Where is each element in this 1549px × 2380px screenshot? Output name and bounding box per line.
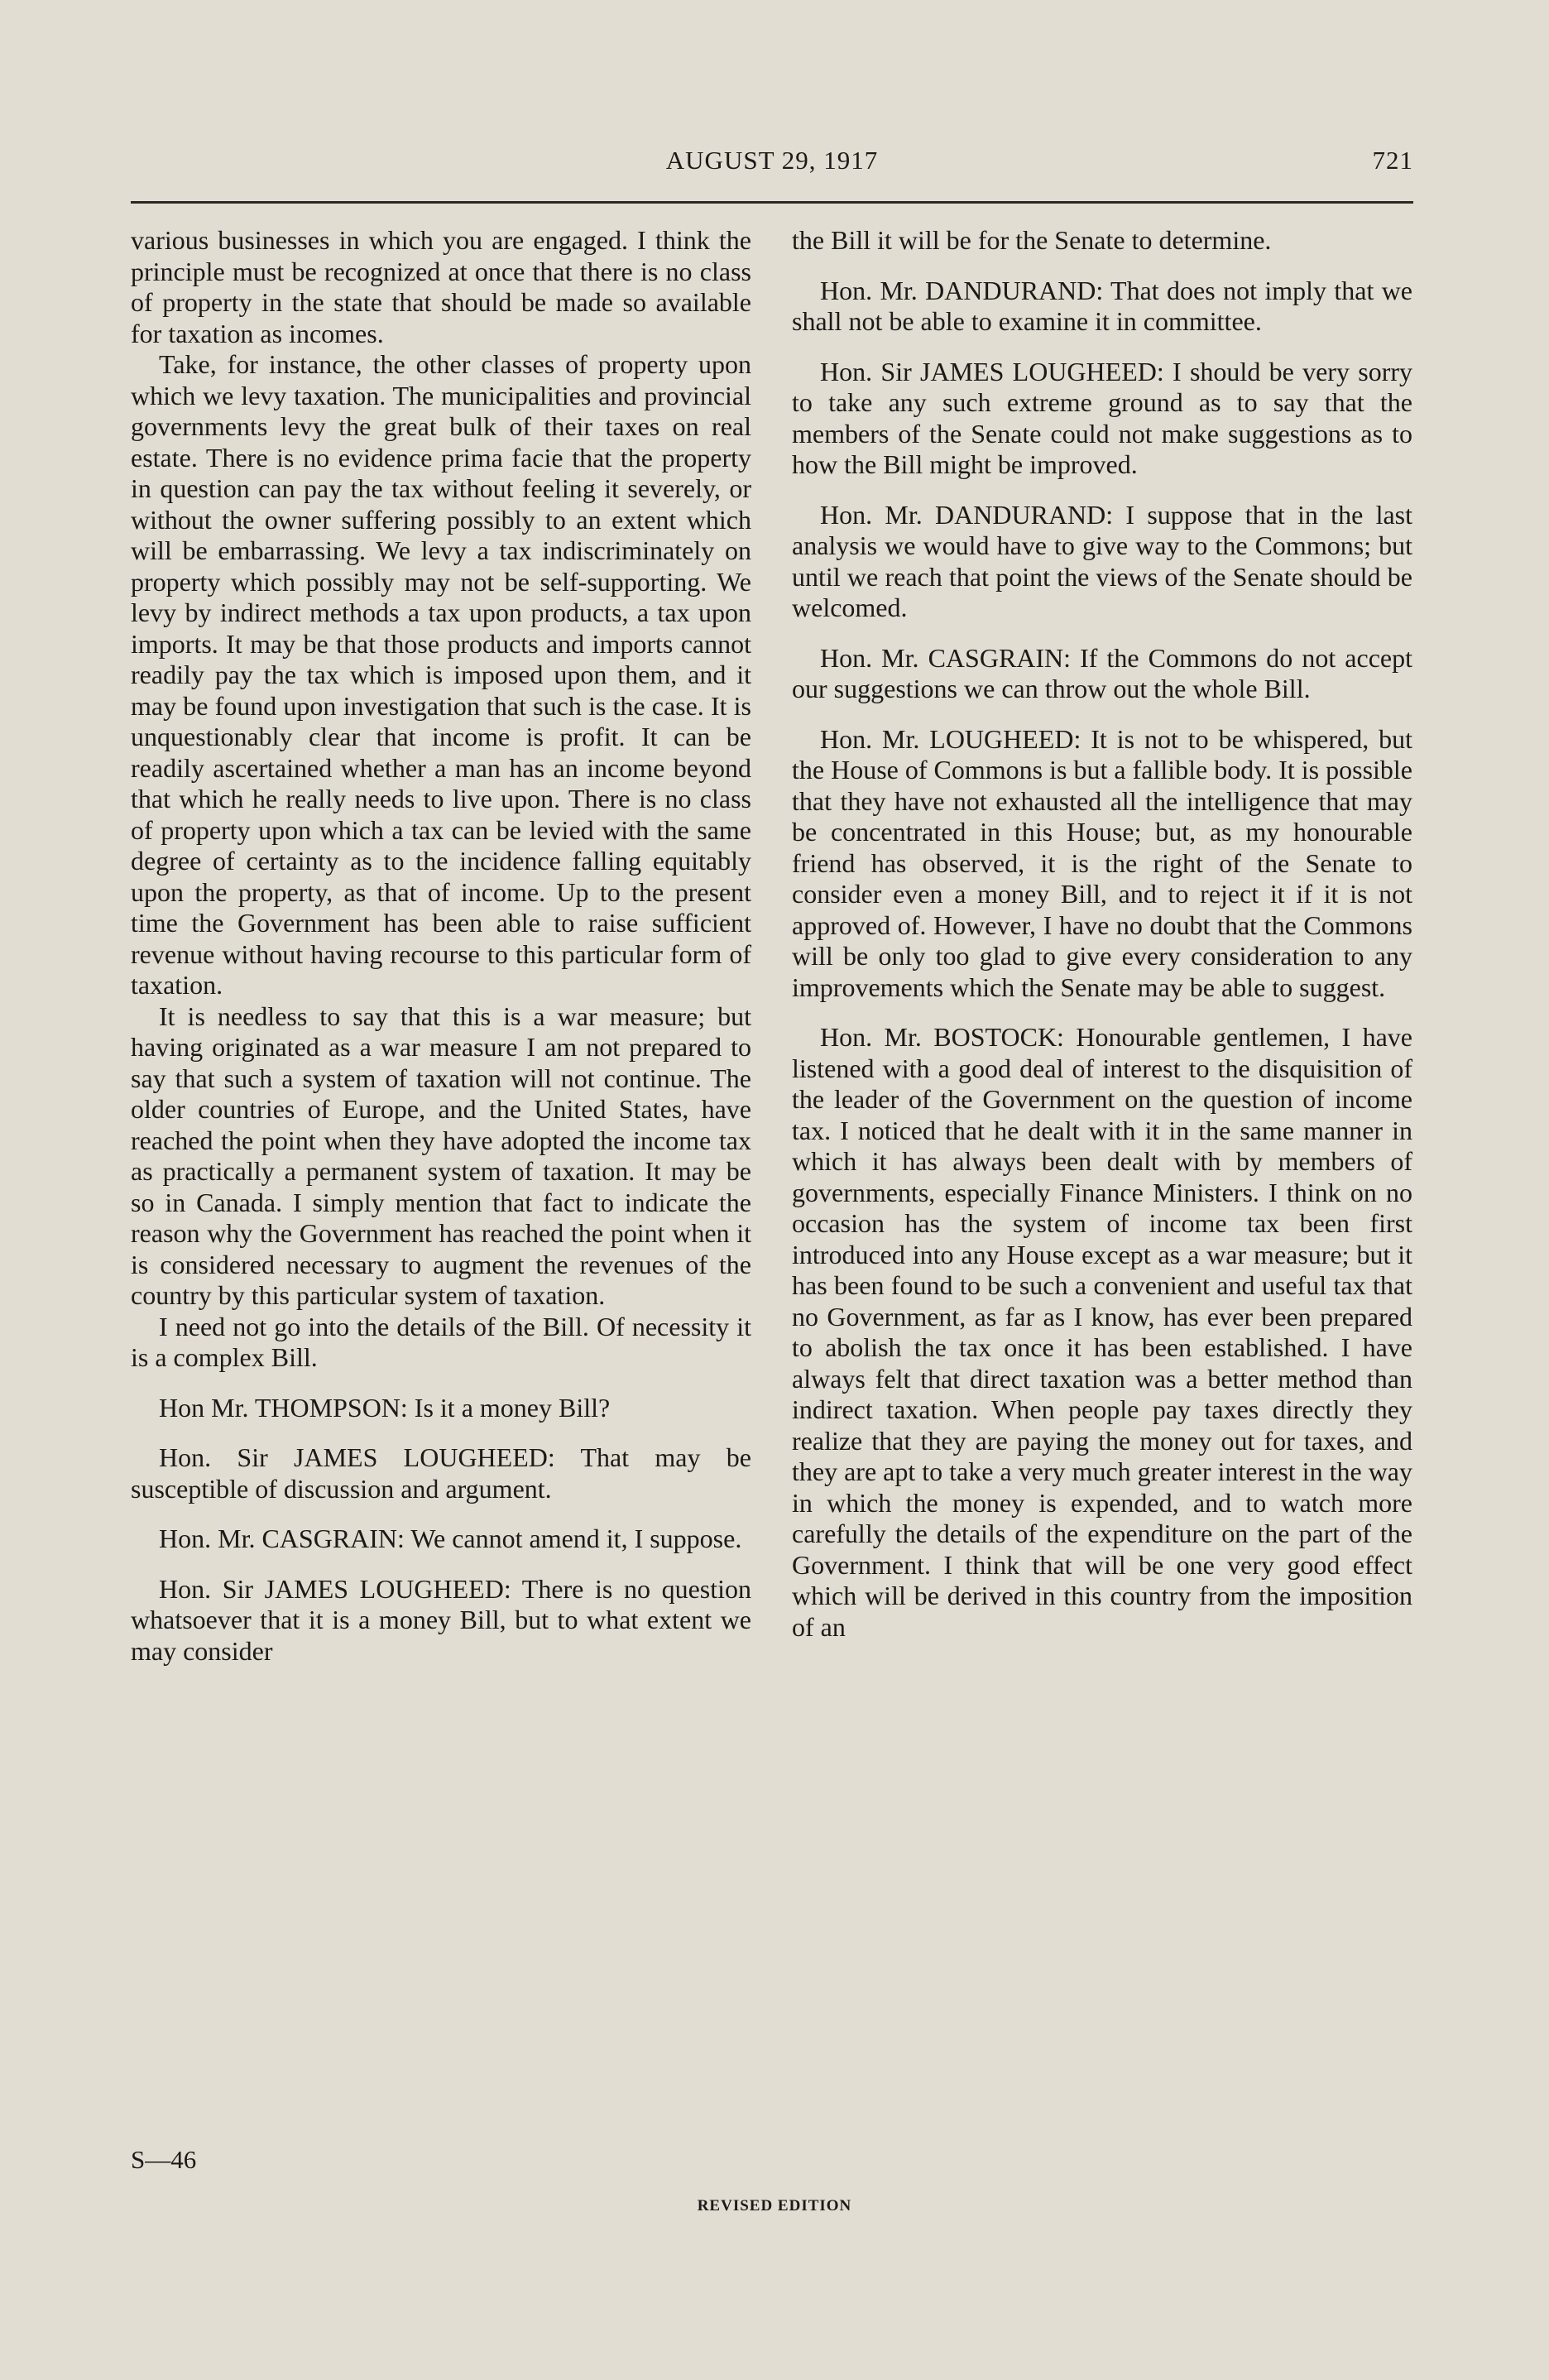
paragraph: Hon. Mr. LOUGHEED: It is not to be whispered, but the House of Commons is but a fallible body. It is possible that they have not exhausted all the intelligence that may be concentrated in this House; but, as my honourable friend has observed, it is the right of the Senate to consider even a money Bill, and to reject it if it is not approved of. However, I have no doubt that the Commons will be only too glad to give every consideration to any improvements which the Senate may be able to suggest. <box>792 723 1412 1002</box>
header-date: AUGUST 29, 1917 <box>665 146 879 175</box>
paragraph: It is needless to say that this is a war measure; but having originated as a war measure I am not prepared to say that such a system of taxation will not continue. The older countries of Europe, and the United States, have reached the point when they have adopted the income tax as practically a permanent system of taxation. It may be so in Canada. I simply mention that fact to indicate the reason why the Government has reached the point when it is considered necessary to augment the revenues of the country by this particular system of taxation. <box>131 1000 751 1310</box>
paragraph: Hon. Mr. CASGRAIN: We cannot amend it, I suppose. <box>159 1523 742 1553</box>
paragraph: Hon. Mr. DANDURAND: That does not imply that we shall not be able to examine it in committee. <box>792 275 1412 336</box>
paragraph: I need not go into the details of the Bill. Of necessity it is a complex Bill. <box>131 1311 751 1372</box>
right-column <box>792 225 1412 1643</box>
paragraph: Hon. Sir JAMES LOUGHEED: That may be susceptible of discussion and argument. <box>131 1442 751 1504</box>
paragraph: various businesses in which you are engaged. I think the principle must be recognized at once that there is no class of property in the state that should be made so available for taxation as incomes. <box>131 225 751 348</box>
signature-mark: S—46 <box>131 2145 197 2174</box>
paragraph: Hon. Mr. DANDURAND: I suppose that in the last analysis we would have to give way to the Commons; but until we reach that point the views of the Senate should be welcomed. <box>792 499 1412 622</box>
paragraph: the Bill it will be for the Senate to determine. <box>792 225 1272 255</box>
paragraph: Hon. Sir JAMES LOUGHEED: I should be very sorry to take any such extreme ground as to say that the members of the Senate could not make suggestions as to how the Bill might be improved. <box>792 356 1412 479</box>
paragraph: Take, for instance, the other classes of property upon which we levy taxation. The municipalities and provincial governments levy the great bulk of their taxes on real estate. There is no evidence prima facie that the property in question can pay the tax without feeling it severely, or without the owner suffering possibly to an extent which will be embarrassing. We levy a tax indiscriminately on property which possibly may not be self-supporting. We levy by indirect methods a tax upon products, a tax upon imports. It may be that those products and imports cannot readily pay the tax which is imposed upon them, and it may be found upon investigation that such is the case. It is unquestionably clear that income is profit. It can be readily ascertained whether a man has an income beyond that which he really needs to live upon. There is no class of property upon which a tax can be levied with the same degree of certainty as to the incidence falling equitably upon the property, as that of income. Up to the present time the Government has been able to raise sufficient revenue without having recourse to this particular form of taxation. <box>131 349 751 1000</box>
running-header <box>131 146 1413 195</box>
footer-edition: REVISED EDITION <box>697 2197 852 2214</box>
paragraph: Hon. Mr. CASGRAIN: If the Commons do not accept our suggestions we can throw out the whole Bill. <box>792 642 1412 703</box>
paragraph: Hon Mr. THOMPSON: Is it a money Bill? <box>159 1392 611 1423</box>
paragraph: Hon. Sir JAMES LOUGHEED: There is no question whatsoever that it is a money Bill, but to what extent we may consider <box>131 1573 751 1666</box>
paragraph: Hon. Mr. BOSTOCK: Honourable gentlemen, I have listened with a good deal of interest to the disquisition of the leader of the Government on the question of income tax. I noticed that he dealt with it in the same manner in which it has always been dealt with by members of governments, especially Finance Ministers. I think on no occasion has the system of income tax been first introduced into any House except as a war measure; but it has been found to be such a convenient and useful tax that no Government, as far as I know, has ever been prepared to abolish the tax once it has been established. I have always felt that direct taxation was a better method than indirect taxation. When people pay taxes directly they realize that they are paying the money out for taxes, and they are apt to take a very much greater interest in the way in which the money is expended, and to watch more carefully the details of the expenditure on the part of the Government. I think that will be one very good effect which will be derived in this country from the imposition of an <box>792 1022 1412 1642</box>
left-column <box>131 225 751 1667</box>
header-rule <box>131 201 1413 204</box>
page-number: 721 <box>1372 146 1413 175</box>
